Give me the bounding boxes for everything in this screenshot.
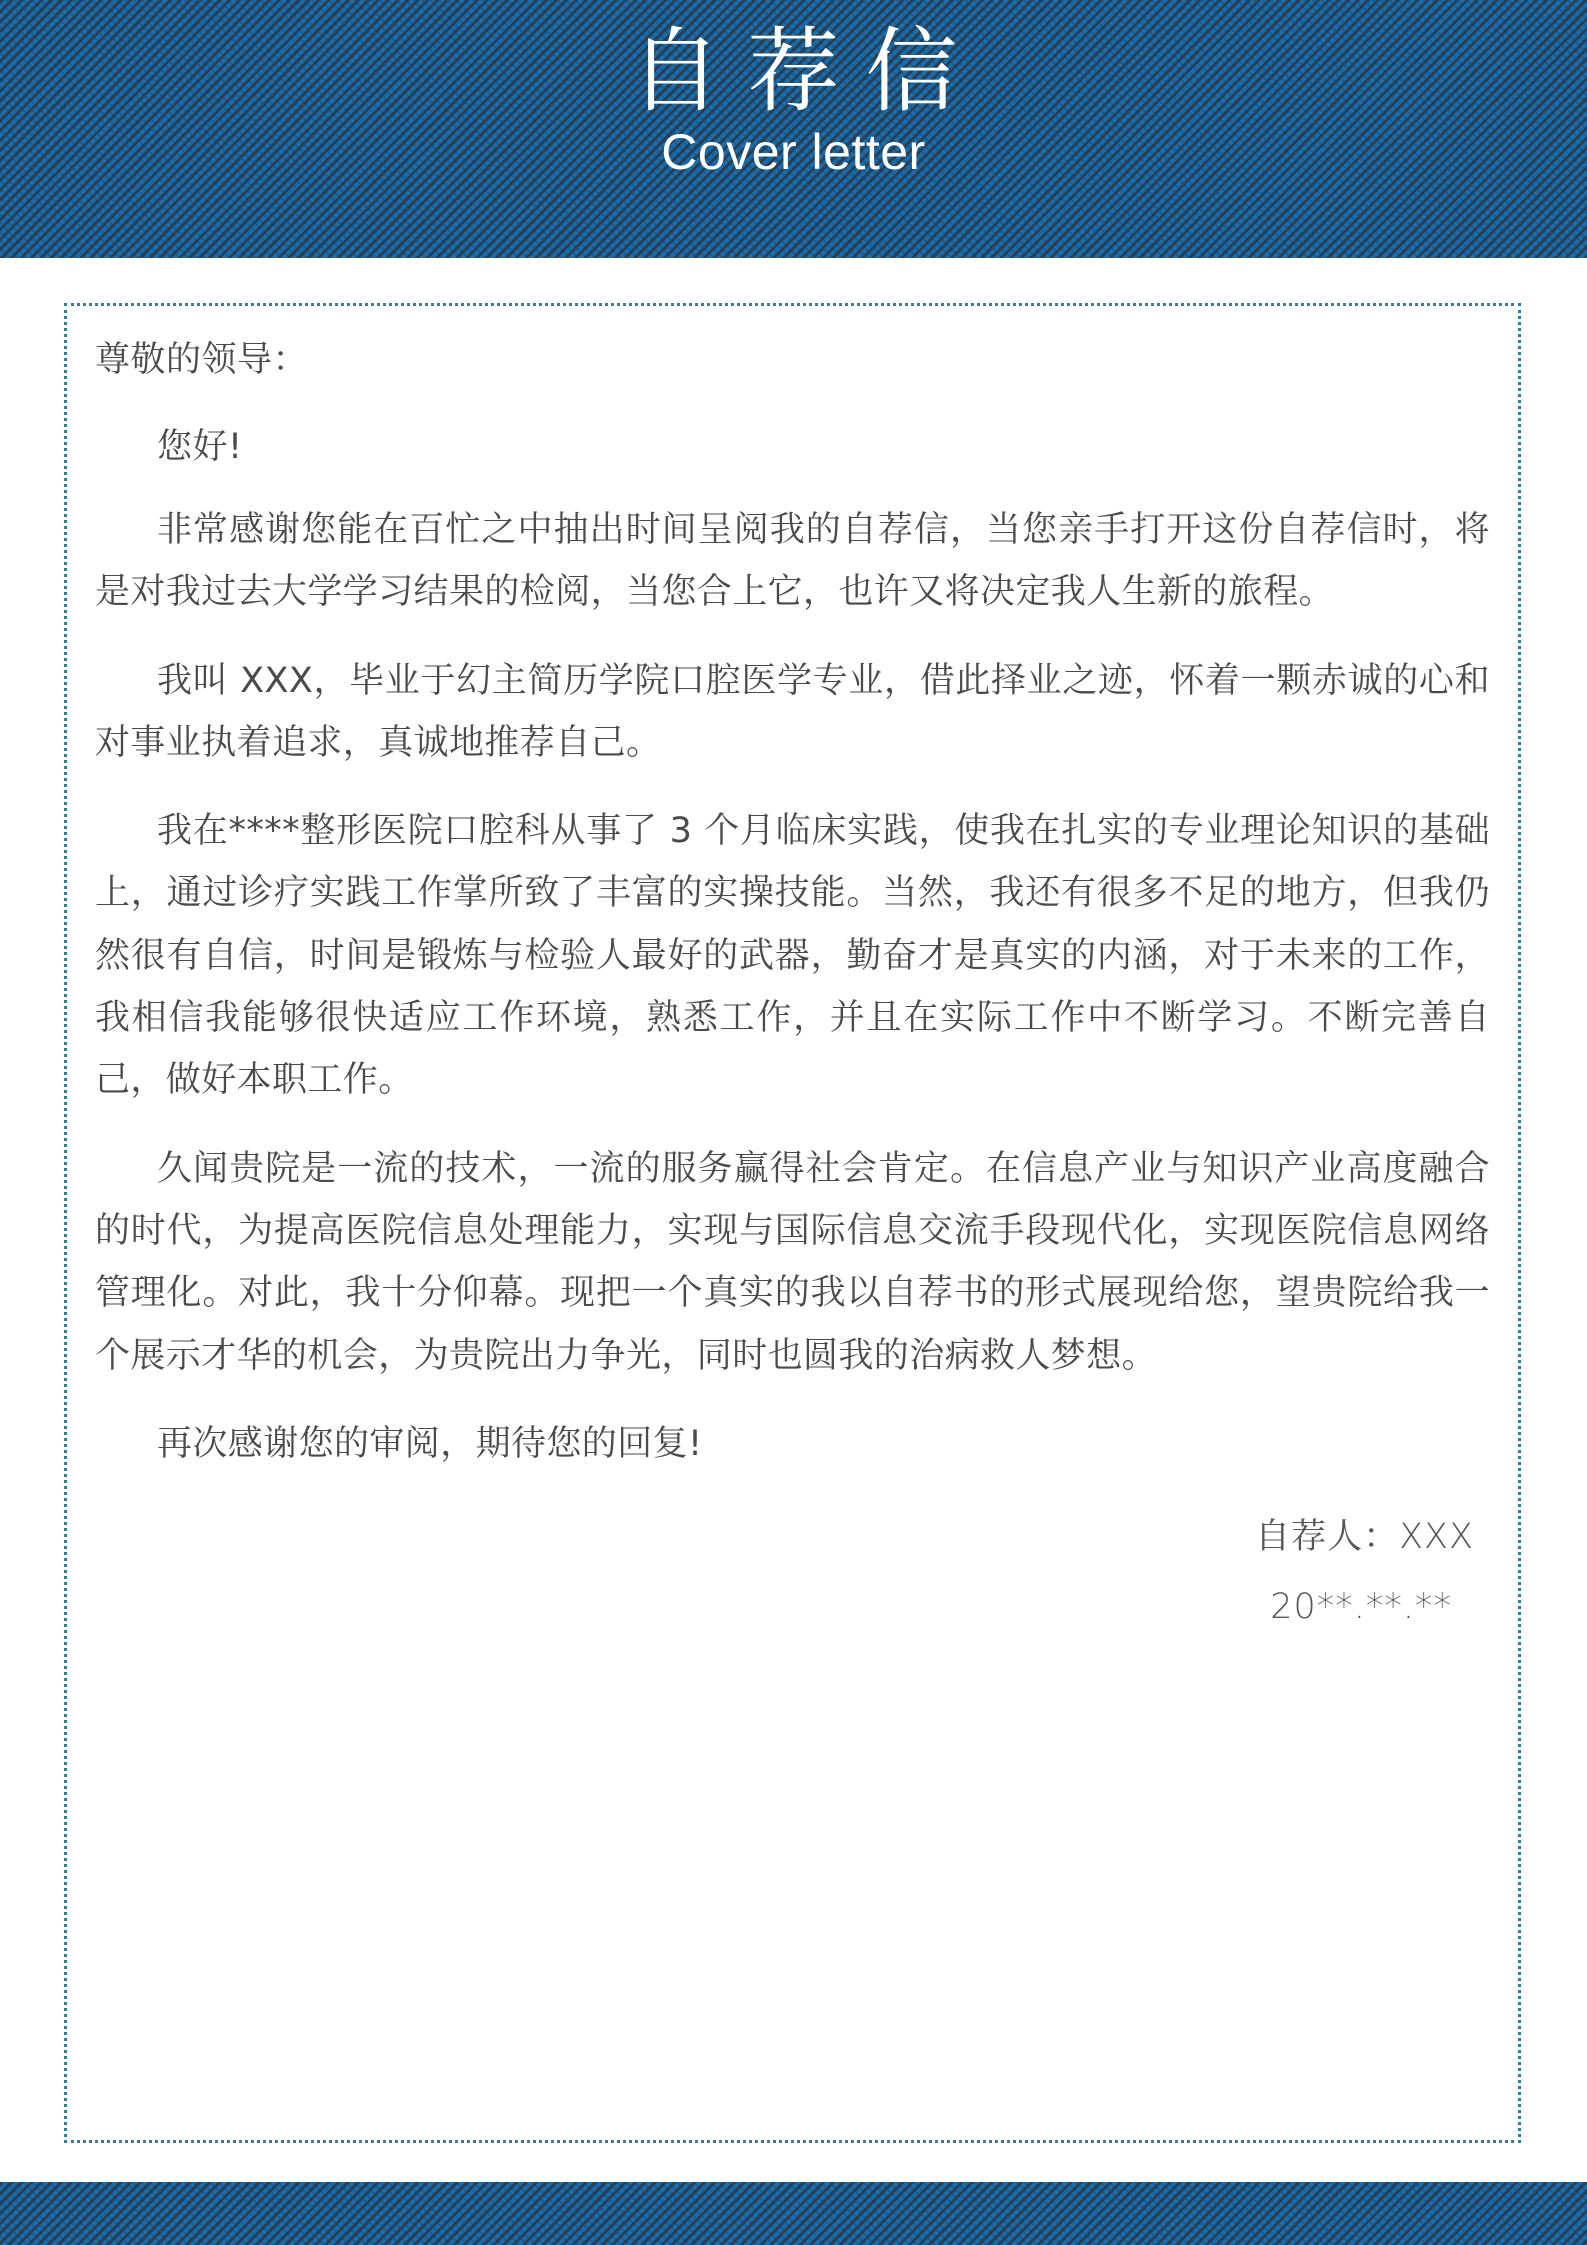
letter-paragraph: 我在****整形医院口腔科从事了 3 个月临床实践，使我在扎实的专业理论知识的基础上，通过诊疗实践工作掌所致了丰富的实操技能。当然，我还有很多不足的地方，但我仍然很有自信，时间是锻炼与检验人最好的武器，勤奋才是真实的内涵，对于未来的工作，我相信我能够很快适应工作环境，熟悉工作，并且在实际工作中不断学习。不断完善自己，做好本职工作。 [95,811,1490,1101]
letter-body [95,334,1490,1635]
letter-paragraph: 再次感谢您的审阅，期待您的回复! [157,1423,703,1464]
signature-date: 20**.**.** [1270,1587,1452,1628]
letter-frame [64,303,1521,2143]
letter-paragraph: 久闻贵院是一流的技术，一流的服务赢得社会肯定。在信息产业与知识产业高度融合的时代，为提高医院信息处理能力，实现与国际信息交流手段现代化，实现医院信息网络管理化。对此，我十分仰幕。现把一个真实的我以自荐书的形式展现给您，望贵院给我一个展示才华的机会，为贵院出力争光，同时也圆我的治病救人梦想。 [95,1148,1490,1376]
page-title: 自荐信 [629,18,984,125]
header-content [0,0,1587,258]
salutation: 尊敬的领导： [95,340,309,380]
letter-paragraph: 非常感谢您能在百忙之中抽出时间呈阅我的自荐信，当您亲手打开这份自荐信时，将是对我过去大学学习结果的检阅，当您合上它，也许又将决定我人生新的旅程。 [95,510,1490,613]
footer-band [0,2182,1587,2245]
signature-block [95,1509,1490,1635]
page-subtitle: Cover letter [661,124,926,181]
letter-paragraph: 我叫 XXX，毕业于幻主简历学院口腔医学专业，借此择业之迹，怀着一颗赤诚的心和对事业执着追求，真诚地推荐自己。 [95,660,1490,763]
signature-name: 自荐人：XXX [1255,1517,1474,1558]
greeting: 您好! [157,426,243,467]
